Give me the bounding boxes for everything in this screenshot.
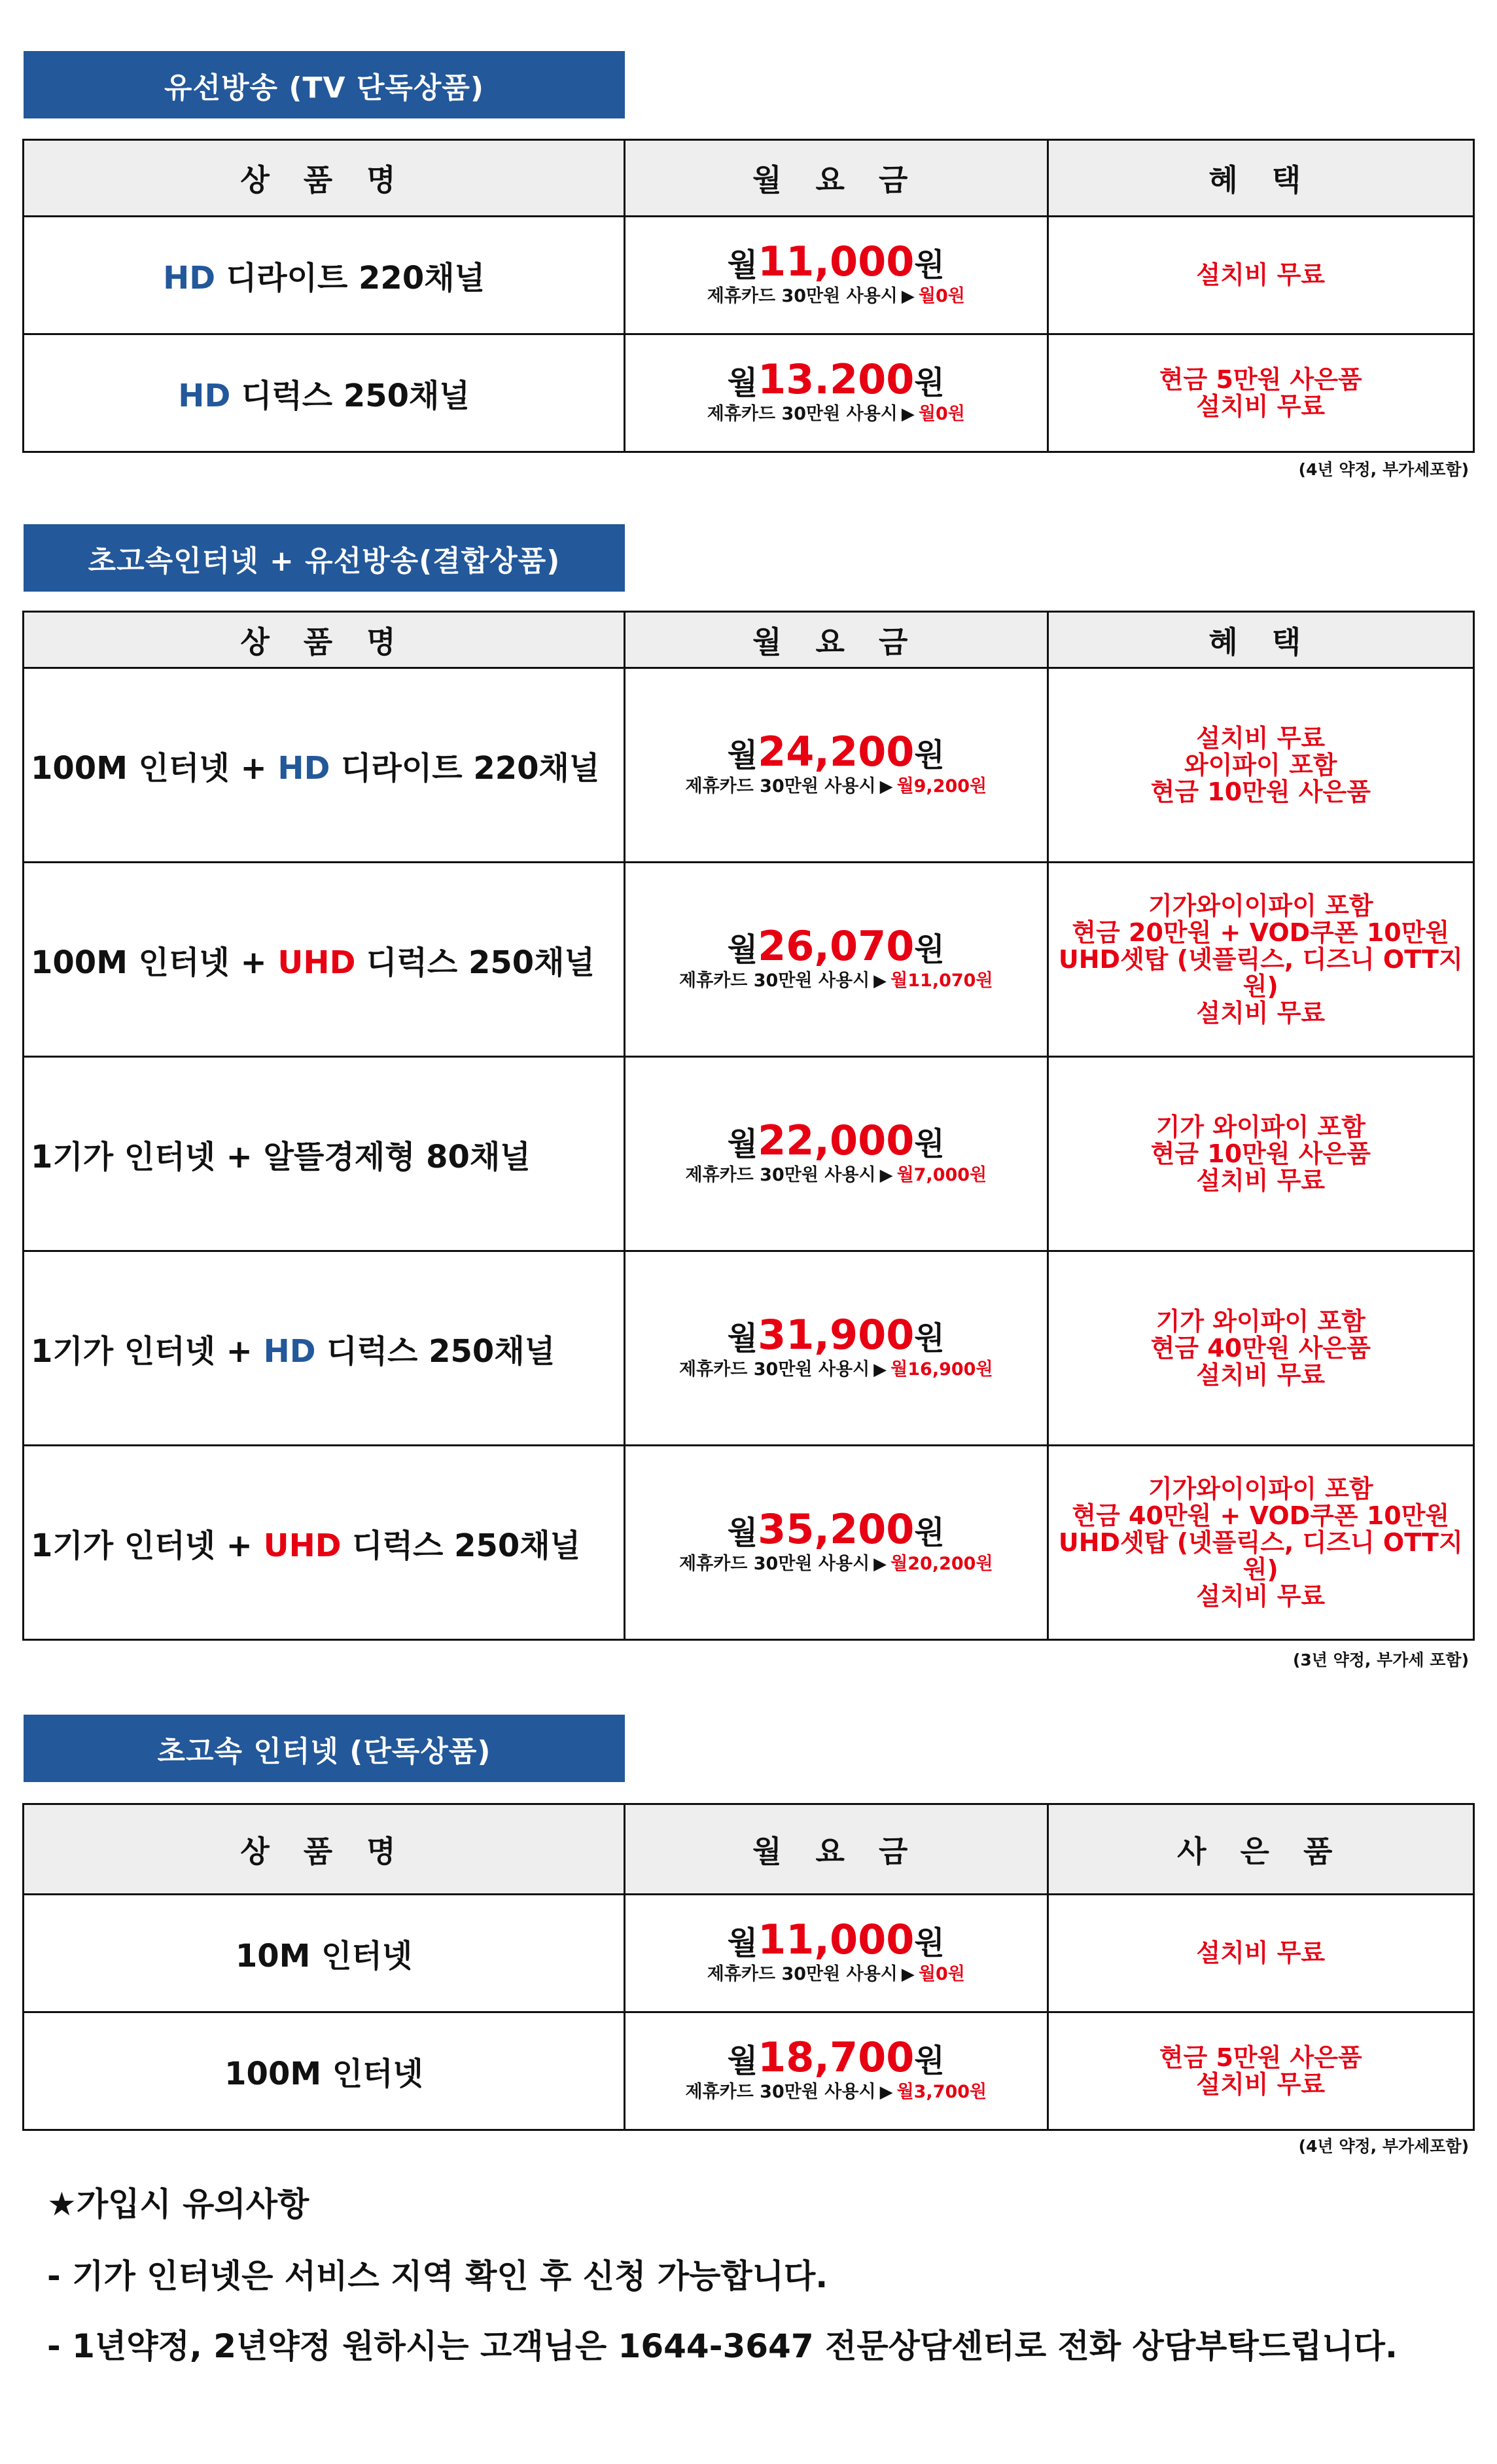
arrow-icon: ▶ xyxy=(873,1554,887,1574)
cable-tv-table xyxy=(22,139,1475,453)
notice-line: - 1년약정, 2년약정 원하시는 고객님은 1644-3647 전문상담센터로 전화 상담부탁드립니다. xyxy=(47,2327,1398,2365)
table-row xyxy=(24,2012,1474,2130)
monthly-price: 월35,200원 제휴카드 30만원 사용시 ▶ 월20,200원 xyxy=(625,1446,1048,1640)
product-name: 1기가 인터넷 + HD 디럭스 250채널 xyxy=(24,1251,625,1446)
monthly-price: 월26,070원 제휴카드 30만원 사용시 ▶ 월11,070원 xyxy=(625,863,1048,1057)
header-product-name: 상 품 명 xyxy=(24,140,625,217)
arrow-icon: ▶ xyxy=(879,1165,893,1185)
arrow-icon: ▶ xyxy=(901,287,915,306)
arrow-icon: ▶ xyxy=(873,971,887,991)
header-benefit: 혜 택 xyxy=(1048,140,1473,217)
arrow-icon: ▶ xyxy=(901,1965,915,1984)
product-name: HD 디럭스 250채널 xyxy=(24,334,625,452)
arrow-icon: ▶ xyxy=(901,404,915,424)
monthly-price: 월31,900원 제휴카드 30만원 사용시 ▶ 월16,900원 xyxy=(625,1251,1048,1446)
header-benefit: 혜 택 xyxy=(1048,612,1473,668)
table-row xyxy=(24,1895,1474,2012)
header-product-name: 상 품 명 xyxy=(24,1804,625,1895)
product-name: 1기가 인터넷 + 알뜰경제형 80채널 xyxy=(24,1057,625,1251)
product-name: HD 디라이트 220채널 xyxy=(24,217,625,334)
arrow-icon: ▶ xyxy=(873,1359,887,1380)
table-row xyxy=(24,668,1474,863)
section-title-bundle: 초고속인터넷 + 유선방송(결합상품) xyxy=(24,524,625,592)
table-row xyxy=(24,1251,1474,1446)
table-row xyxy=(24,217,1474,334)
monthly-price: 월18,700원 제휴카드 30만원 사용시 ▶ 월3,700원 xyxy=(625,2012,1048,2130)
header-monthly-fee: 월 요 금 xyxy=(625,612,1048,668)
section-title-cable-tv: 유선방송 (TV 단독상품) xyxy=(24,51,625,118)
monthly-price: 월13.200원 제휴카드 30만원 사용시 ▶ 월0원 xyxy=(625,334,1048,452)
table-row xyxy=(24,334,1474,452)
contract-note: (4년 약정, 부가세포함) xyxy=(1298,2137,1469,2156)
header-monthly-fee: 월 요 금 xyxy=(625,1804,1048,1895)
benefit: 기가와이이파이 포함 현금 40만원 + VOD쿠폰 10만원 UHD셋탑 (넷플릭스, 디즈니 OTT지원) 설치비 무료 xyxy=(1048,1446,1473,1640)
benefit: 설치비 무료 와이파이 포함 현금 10만원 사은품 xyxy=(1048,668,1473,863)
benefit: 기가와이이파이 포함 현금 20만원 + VOD쿠폰 10만원 UHD셋탑 (넷플릭스, 디즈니 OTT지원) 설치비 무료 xyxy=(1048,863,1473,1057)
bundle-table xyxy=(22,611,1475,1641)
product-name: 100M 인터넷 xyxy=(24,2012,625,2130)
monthly-price: 월11,000원 제휴카드 30만원 사용시 ▶ 월0원 xyxy=(625,1895,1048,2012)
product-name: 1기가 인터넷 + UHD 디럭스 250채널 xyxy=(24,1446,625,1640)
internet-table xyxy=(22,1803,1475,2131)
contract-note: (4년 약정, 부가세포함) xyxy=(1298,460,1469,479)
product-name: 100M 인터넷 + UHD 디럭스 250채널 xyxy=(24,863,625,1057)
benefit: 기가 와이파이 포함 현금 10만원 사은품 설치비 무료 xyxy=(1048,1057,1473,1251)
notice-title: ★가입시 유의사항 xyxy=(47,2185,309,2223)
benefit: 설치비 무료 xyxy=(1048,217,1473,334)
monthly-price: 월11,000원 제휴카드 30만원 사용시 ▶ 월0원 xyxy=(625,217,1048,334)
notice-line: - 기가 인터넷은 서비스 지역 확인 후 신청 가능합니다. xyxy=(47,2257,828,2295)
table-row xyxy=(24,1057,1474,1251)
section-title-internet: 초고속 인터넷 (단독상품) xyxy=(24,1715,625,1782)
contract-note: (3년 약정, 부가세 포함) xyxy=(1292,1651,1469,1669)
arrow-icon: ▶ xyxy=(879,2082,893,2102)
table-row xyxy=(24,1446,1474,1640)
benefit: 기가 와이파이 포함 현금 40만원 사은품 설치비 무료 xyxy=(1048,1251,1473,1446)
header-product-name: 상 품 명 xyxy=(24,612,625,668)
table-row xyxy=(24,863,1474,1057)
arrow-icon: ▶ xyxy=(879,776,893,796)
monthly-price: 월22,000원 제휴카드 30만원 사용시 ▶ 월7,000원 xyxy=(625,1057,1048,1251)
product-name: 10M 인터넷 xyxy=(24,1895,625,2012)
benefit: 설치비 무료 xyxy=(1048,1895,1473,2012)
header-gift: 사 은 품 xyxy=(1048,1804,1473,1895)
benefit: 현금 5만원 사은품 설치비 무료 xyxy=(1048,2012,1473,2130)
benefit: 현금 5만원 사은품 설치비 무료 xyxy=(1048,334,1473,452)
header-monthly-fee: 월 요 금 xyxy=(625,140,1048,217)
product-name: 100M 인터넷 + HD 디라이트 220채널 xyxy=(24,668,625,863)
monthly-price: 월24,200원 제휴카드 30만원 사용시 ▶ 월9,200원 xyxy=(625,668,1048,863)
